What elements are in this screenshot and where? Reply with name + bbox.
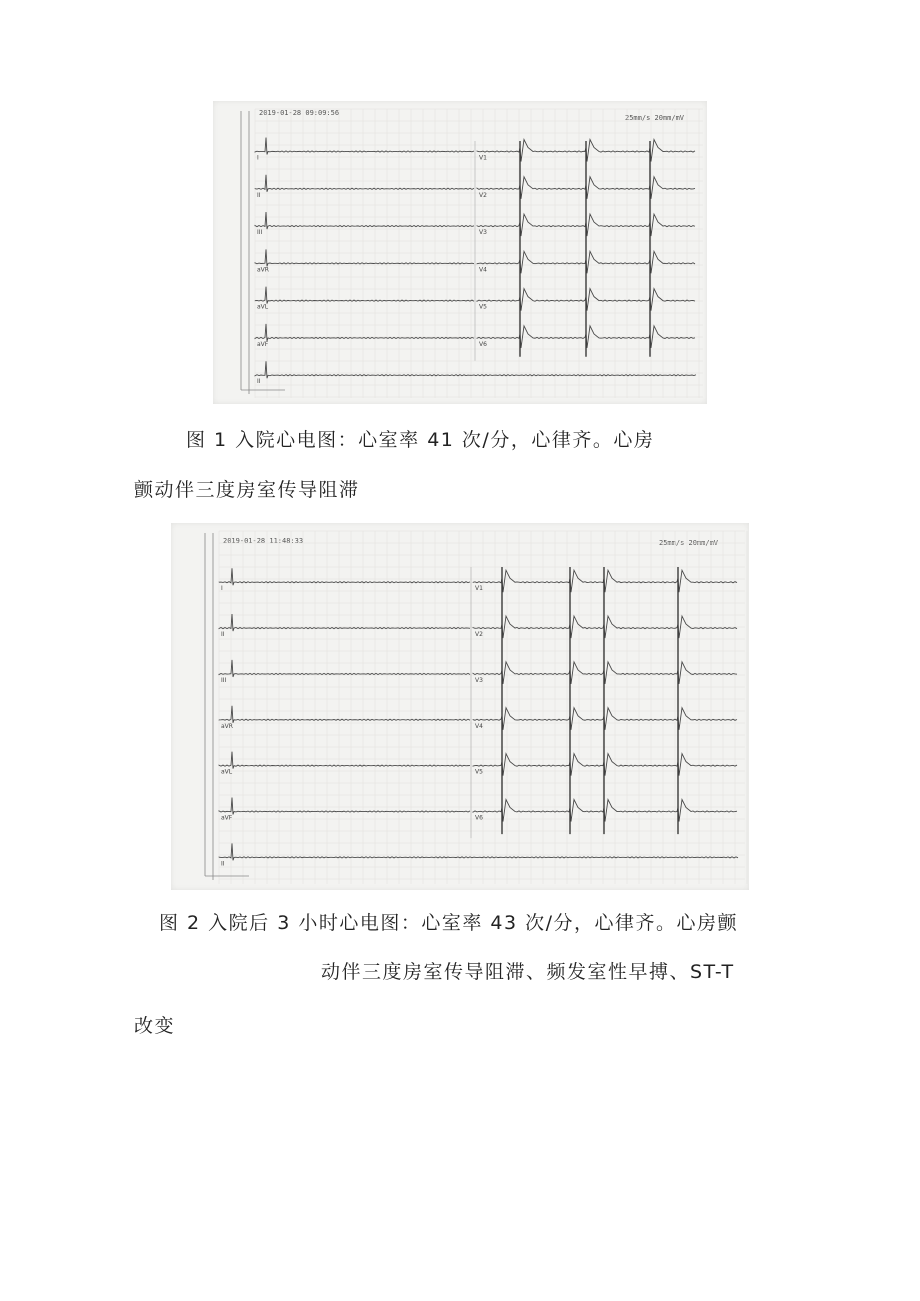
ecg-waveform bbox=[219, 614, 470, 631]
lead-label: II bbox=[221, 860, 225, 868]
ecg-figure-1 bbox=[213, 101, 707, 404]
lead-label: V4 bbox=[475, 722, 483, 730]
figure-1-caption-line-2: 颤动伴三度房室传导阻滞 bbox=[134, 479, 360, 501]
ecg-waveform bbox=[255, 138, 474, 155]
lead-label: I bbox=[257, 154, 259, 162]
ecg-waveform bbox=[255, 324, 474, 341]
ecg-scale: 25mm/s 20mm/mV bbox=[625, 114, 685, 122]
figure-2-caption-line-1: 图 2 入院后 3 小时心电图：心室率 43 次/分，心律齐。心房颤 bbox=[159, 912, 738, 934]
figure-2-caption-line-2: 动伴三度房室传导阻滞、频发室性早搏、ST-T bbox=[321, 961, 735, 983]
lead-label: V3 bbox=[479, 229, 487, 237]
lead-label: V2 bbox=[479, 191, 487, 199]
ecg-waveform bbox=[219, 752, 470, 769]
lead-label: aVL bbox=[221, 768, 233, 776]
lead-label: I bbox=[221, 585, 223, 593]
ecg-waveform bbox=[255, 212, 474, 229]
lead-label: aVL bbox=[257, 303, 269, 311]
ecg-waveform bbox=[473, 800, 737, 822]
lead-label: aVR bbox=[221, 722, 233, 730]
ecg-waveform bbox=[473, 570, 737, 592]
ecg-timestamp: 2019-01-28 09:09:56 bbox=[259, 109, 340, 117]
ecg-waveform bbox=[255, 249, 474, 266]
lead-label: V6 bbox=[475, 814, 483, 822]
figure-2-caption-line-3: 改变 bbox=[134, 1015, 176, 1037]
ecg-timestamp: 2019-01-28 11:48:33 bbox=[223, 537, 304, 545]
ecg-grid bbox=[219, 531, 747, 884]
ecg-figure-2 bbox=[171, 523, 749, 890]
lead-label: III bbox=[257, 229, 263, 237]
ecg-waveform bbox=[473, 754, 737, 776]
lead-label: V3 bbox=[475, 676, 483, 684]
lead-label: V1 bbox=[479, 154, 487, 162]
ecg-trace-2 bbox=[171, 523, 749, 890]
lead-label: aVR bbox=[257, 266, 269, 274]
lead-label: aVF bbox=[257, 340, 269, 348]
lead-label: III bbox=[221, 676, 227, 684]
lead-label: aVF bbox=[221, 814, 233, 822]
ecg-waveform bbox=[255, 361, 696, 378]
figure-1-caption-line-1: 图 1 入院心电图：心室率 41 次/分，心律齐。心房 bbox=[186, 429, 655, 451]
lead-label: II bbox=[257, 191, 261, 199]
ecg-waveform bbox=[255, 175, 474, 192]
lead-label: V5 bbox=[475, 768, 483, 776]
lead-label: II bbox=[257, 378, 261, 386]
lead-label: V1 bbox=[475, 585, 483, 593]
lead-label: V6 bbox=[479, 340, 487, 348]
ecg-waveform bbox=[219, 798, 470, 815]
ecg-waveform bbox=[219, 660, 470, 677]
lead-label: V5 bbox=[479, 303, 487, 311]
ecg-waveform bbox=[219, 843, 738, 860]
ecg-scale: 25mm/s 20mm/mV bbox=[659, 539, 719, 547]
lead-label: V4 bbox=[479, 266, 487, 274]
lead-label: V2 bbox=[475, 631, 483, 639]
ecg-waveform bbox=[219, 706, 470, 723]
ecg-trace-1 bbox=[213, 101, 707, 404]
ecg-grid bbox=[255, 109, 703, 398]
lead-label: II bbox=[221, 631, 225, 639]
ecg-waveform bbox=[219, 568, 470, 585]
ecg-waveform bbox=[473, 662, 737, 684]
